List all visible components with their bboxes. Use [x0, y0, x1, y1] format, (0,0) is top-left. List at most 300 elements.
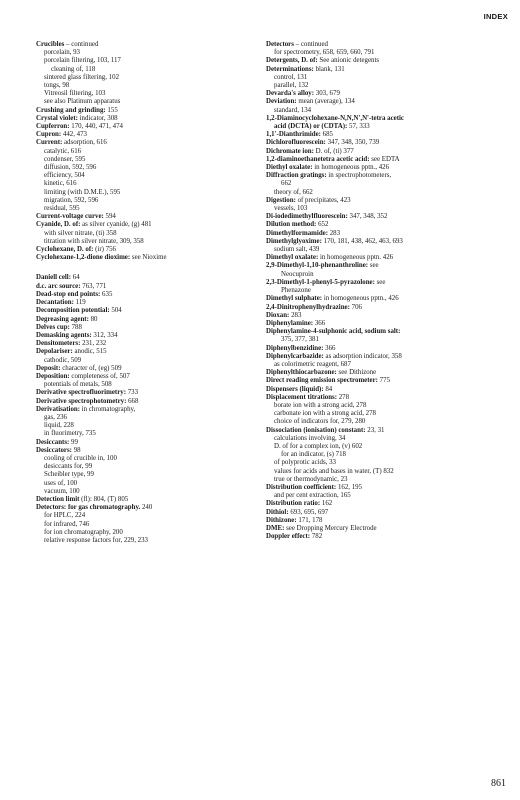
index-subentry [266, 246, 488, 254]
index-entry [266, 98, 488, 106]
index-references: 57, 333 [347, 123, 370, 131]
index-references: character of, (eg) 509 [60, 364, 122, 372]
index-subentry [36, 90, 258, 98]
index-subentry [266, 418, 488, 426]
index-references: titration with silver nitrate, 309, 358 [44, 237, 144, 245]
index-subentry [266, 49, 488, 57]
index-subentry [266, 435, 488, 443]
index-term: Distribution coefficient: [266, 483, 337, 491]
index-references: 312, 334 [91, 331, 118, 339]
index-subentry [266, 402, 488, 410]
index-references: cleaning of, 118 [51, 65, 96, 73]
index-references: liquid, 228 [44, 422, 74, 430]
index-references: limiting (with D.M.E.), 595 [44, 188, 121, 196]
index-references: relative response factors for, 229, 233 [44, 536, 149, 544]
index-references: for an indicator, (s) 718 [281, 451, 346, 459]
index-references: in homogeneous pptn. 426 [318, 254, 394, 262]
index-entry [266, 115, 488, 123]
index-term: Detection limit [36, 495, 80, 503]
index-term: Deposit: [36, 364, 61, 372]
index-term: 1,1'-Dianthrimide: [266, 131, 321, 139]
index-subentry [266, 205, 488, 213]
index-term: Cupron: [36, 131, 62, 139]
index-references: see also Platinum apparatus [44, 98, 121, 106]
index-entry [36, 254, 258, 262]
index-subentry [36, 164, 258, 172]
index-references: mean (average), 134 [296, 98, 355, 106]
index-term: Diphenylamine: [266, 319, 314, 327]
index-subentry [36, 488, 258, 496]
index-term: DME: [266, 524, 285, 532]
index-subentry [36, 205, 258, 213]
index-references: completeness of, 507 [69, 372, 130, 380]
index-references: true or thermodynamic, 23 [274, 475, 348, 483]
index-term: Degreasing agent: [36, 315, 89, 323]
index-references: 283 [289, 311, 302, 319]
index-references: as adsorption indicator, 358 [323, 352, 402, 360]
index-term: Current: [36, 139, 63, 147]
index-references: 635 [100, 290, 113, 298]
index-subentry [36, 74, 258, 82]
index-references: migration, 592, 596 [44, 196, 99, 204]
index-references: for infrared, 746 [44, 520, 90, 528]
index-term: Diethyl oxalate: [266, 164, 313, 172]
index-term: Diphenylbenzidine: [266, 344, 324, 352]
index-references: 162 [320, 500, 333, 508]
index-subentry [36, 82, 258, 90]
index-references: 788 [69, 323, 82, 331]
index-entry [36, 447, 258, 455]
index-term: Dioxan: [266, 311, 290, 319]
index-references: potentials of metals, 508 [44, 381, 112, 389]
index-references: anodic, 515 [72, 348, 107, 356]
index-term: 2,3-Dimethyl-1-phenyl-5-pyrazolone: [266, 278, 375, 286]
index-entry [36, 213, 258, 221]
index-subentry [36, 357, 258, 365]
index-subentry [266, 180, 488, 188]
index-entry [266, 345, 488, 353]
index-references: residual, 595 [44, 205, 80, 213]
index-references: standard, 134 [274, 106, 312, 114]
index-references: in homogeneous pptn., 426 [322, 295, 399, 303]
index-term: Cupferron: [36, 123, 70, 131]
index-references: with silver nitrate, (ti) 358 [44, 229, 117, 237]
index-subentry [36, 189, 258, 197]
index-entry [36, 439, 258, 447]
index-term: Dilution method: [266, 221, 317, 229]
index-term: Derivative spectrophotometry: [36, 397, 127, 405]
index-subentry [36, 66, 258, 74]
index-entry [266, 377, 488, 385]
index-term: Diphenylthiocarbazone: [266, 369, 337, 377]
index-references: efficiency, 504 [44, 172, 85, 180]
index-term: Demasking agents: [36, 331, 92, 339]
index-term: Dimethylformamide: [266, 229, 328, 237]
index-subentry [36, 529, 258, 537]
index-entry [36, 283, 258, 291]
index-term: Dithiol: [266, 508, 289, 516]
index-term: Dispensers (liquid): [266, 385, 324, 393]
index-references: theory of, 662 [274, 188, 313, 196]
index-entry [36, 107, 258, 115]
index-subentry [266, 336, 488, 344]
index-subentry [266, 287, 488, 295]
index-references: of polyprotic acids, 33 [274, 459, 337, 467]
index-column-right [266, 41, 488, 541]
index-references: 763, 771 [80, 282, 107, 290]
index-entry [36, 398, 258, 406]
index-subentry [36, 57, 258, 65]
index-references: see [368, 262, 379, 270]
index-term: Derivative spectrofluorimetry: [36, 389, 126, 397]
index-entry [36, 115, 258, 123]
index-references: catalytic, 616 [44, 147, 82, 155]
index-references: cooling of crucible in, 100 [44, 454, 117, 462]
index-subentry [266, 123, 488, 131]
index-subentry [36, 238, 258, 246]
index-references: for ion chromatography, 200 [44, 528, 123, 536]
index-references: see Dropping Mercury Electrode [284, 524, 377, 532]
index-term: Diphenylamine-4-sulphonic acid, sodium salt: [266, 328, 401, 336]
index-subentry [36, 463, 258, 471]
index-entry [266, 279, 488, 287]
index-entry [266, 57, 488, 65]
index-references: as silver cyanide, (g) 481 [80, 221, 152, 229]
index-term: Derivatisation: [36, 405, 81, 413]
index-entry [36, 307, 258, 315]
index-subentry [266, 74, 488, 82]
index-references: kinetic, 616 [44, 180, 77, 188]
index-term: Crystal violet: [36, 114, 78, 122]
index-entry [266, 320, 488, 328]
index-entry [36, 291, 258, 299]
index-term: 1,2-Diaminocyclohexane-N,N,N',N'-tetra acetic [266, 114, 404, 122]
index-references: cathodic, 509 [44, 356, 82, 364]
index-entry [266, 238, 488, 246]
index-subentry [36, 148, 258, 156]
index-term: Deposition: [36, 372, 70, 380]
index-subentry [36, 455, 258, 463]
index-references: 278 [337, 393, 350, 401]
index-subentry [266, 443, 488, 451]
index-entry [266, 172, 488, 180]
letter-section-gap [36, 262, 258, 274]
index-references: See anionic detegents [317, 57, 380, 65]
index-term: Dichlorofluorescein: [266, 139, 326, 147]
index-term: Displacement titrations: [266, 393, 337, 401]
index-references: (ir) 756 [93, 246, 117, 254]
index-references: in chromatography, [80, 405, 136, 413]
index-subentry [36, 156, 258, 164]
index-subentry [266, 271, 488, 279]
index-term: acid (DCTA) or (CDTA): [274, 123, 348, 131]
index-entry [266, 213, 488, 221]
index-term: Delves cup: [36, 323, 70, 331]
index-term: Crushing and grinding: [36, 106, 106, 114]
index-subentry [36, 422, 258, 430]
index-term: Diffraction gratings: [266, 172, 327, 180]
index-references: calculations involving, 34 [274, 434, 346, 442]
index-subentry [36, 197, 258, 205]
index-references: 171, 178 [296, 516, 323, 524]
index-term: Devarda's alloy: [266, 90, 315, 98]
index-entry [266, 312, 488, 320]
index-subentry [266, 410, 488, 418]
index-entry [266, 41, 488, 49]
index-references: 80 [88, 315, 98, 323]
index-entry [266, 262, 488, 270]
index-term: Dichromate ion: [266, 147, 314, 155]
index-subentry [266, 107, 488, 115]
index-subentry [36, 180, 258, 188]
index-references: in fluorimetry, 735 [44, 430, 96, 438]
index-references: see Dithizone [336, 369, 377, 377]
index-entry [36, 221, 258, 229]
index-entry [36, 365, 258, 373]
index-references: 594 [103, 213, 116, 221]
index-entry [266, 500, 488, 508]
index-references: 283 [328, 229, 341, 237]
index-entry [36, 332, 258, 340]
index-references: 99 [69, 438, 78, 446]
index-entry [266, 148, 488, 156]
index-references: – continued [293, 41, 329, 48]
index-term: d.c. arc source: [36, 282, 81, 290]
index-entry [36, 139, 258, 147]
index-entry [36, 123, 258, 131]
index-references: 442, 473 [61, 131, 87, 139]
index-references: 668 [126, 397, 139, 405]
index-references: 170, 181, 438, 462, 463, 693 [321, 237, 403, 245]
index-references: parallel, 132 [274, 82, 309, 90]
index-term: Desiccators: [36, 446, 72, 454]
index-references: in spectrophotometers, [326, 172, 392, 180]
index-entry [36, 373, 258, 381]
index-subentry [266, 492, 488, 500]
index-references: 652 [316, 221, 329, 229]
index-entry [36, 389, 258, 397]
index-term: Detergents, D. of: [266, 57, 318, 65]
index-term: 1,2-diaminoethanetetra acetic acid: [266, 155, 370, 163]
index-term: Detectors [266, 41, 294, 48]
index-term: Crucibles [36, 41, 65, 48]
index-entry [266, 164, 488, 172]
index-subentry [36, 230, 258, 238]
index-references: porcelain, 93 [44, 49, 80, 57]
index-entry [36, 41, 258, 49]
index-references: 375, 377, 381 [281, 336, 319, 344]
index-term: Dimethylglyoxime: [266, 237, 322, 245]
index-term: Detectors: for gas chromatography. [36, 504, 141, 512]
index-term: Dissociation (ionisation) constant: [266, 426, 366, 434]
index-references: 504 [109, 307, 122, 315]
index-entry [36, 340, 258, 348]
index-references: (fl): 804, (T) 805 [79, 495, 129, 503]
index-entry [36, 348, 258, 356]
index-references: 775 [377, 377, 391, 385]
index-subentry [36, 414, 258, 422]
index-references: 155 [105, 106, 118, 114]
index-entry [266, 156, 488, 164]
index-references: 662 [281, 180, 292, 188]
running-header: INDEX [483, 12, 508, 21]
index-term: 2,9-Dimethyl-1,10-phenanthroline: [266, 262, 369, 270]
index-term: Daniell cell: [36, 274, 72, 282]
index-term: 2,4-Dinitrophenylhydrazine: [266, 303, 350, 311]
index-references: tongs, 98 [44, 82, 70, 90]
index-references: Neocuproin [281, 270, 314, 278]
index-entry [36, 316, 258, 324]
index-references: values for acids and bases in water, (T) 832 [274, 467, 394, 475]
index-references: see EDTA [369, 155, 400, 163]
index-entry [36, 299, 258, 307]
index-subentry [36, 172, 258, 180]
index-references: as colorimetric reagent, 687 [274, 360, 351, 368]
index-references: blank, 131 [313, 65, 345, 73]
index-entry [266, 427, 488, 435]
index-references: 84 [323, 385, 333, 393]
index-entry [266, 295, 488, 303]
index-subentry [36, 471, 258, 479]
index-references: sintered glass filtering, 102 [44, 73, 120, 81]
index-references: vessels, 103 [274, 205, 308, 213]
index-references: 366 [313, 319, 326, 327]
index-term: Dead-stop end points: [36, 290, 101, 298]
index-references: desiccants for, 99 [44, 463, 93, 471]
index-references: 366 [323, 344, 336, 352]
index-term: Desiccants: [36, 438, 70, 446]
index-term: Decomposition potential: [36, 307, 110, 315]
index-subentry [266, 468, 488, 476]
index-references: 240 [140, 504, 153, 512]
index-term: Cyclohexane, D. of: [36, 246, 94, 254]
index-references: Scheibler type, 99 [44, 471, 94, 479]
index-term: Cyanide, D. of: [36, 221, 81, 229]
index-column-left [36, 41, 258, 545]
index-term: Dimethyl sulphate: [266, 295, 323, 303]
index-subentry [266, 459, 488, 467]
index-references: 231, 232 [80, 340, 107, 348]
index-references: 347, 348, 352 [347, 213, 388, 221]
index-references: adsorption, 616 [62, 139, 107, 147]
index-references: diffusion, 592, 596 [44, 164, 97, 172]
index-entry [266, 66, 488, 74]
index-subentry [266, 451, 488, 459]
index-references: Vitreosil filtering, 103 [44, 90, 106, 98]
index-references: choice of indicators for, 279, 280 [274, 418, 366, 426]
index-entry [266, 254, 488, 262]
index-entry [36, 246, 258, 254]
index-references: porcelain filtering, 103, 117 [44, 57, 121, 65]
index-entry [36, 504, 258, 512]
index-references: – continued [64, 41, 99, 48]
index-subentry [36, 537, 258, 545]
index-references: indicator, 308 [77, 114, 118, 122]
index-subentry [266, 82, 488, 90]
index-term: Dithizone: [266, 516, 297, 524]
index-entry [266, 533, 488, 541]
index-subentry [266, 476, 488, 484]
index-references: 23, 31 [365, 426, 385, 434]
index-term: Cyclohexane-1,2-dione dioxime: [36, 254, 131, 262]
index-references: Phenazone [281, 287, 311, 295]
index-references: 347, 348, 350, 739 [325, 139, 380, 147]
index-references: 685 [320, 131, 333, 139]
index-subentry [266, 189, 488, 197]
index-term: Decantation: [36, 299, 74, 307]
index-term: Distribution ratio: [266, 500, 321, 508]
index-references: see [374, 278, 386, 286]
index-references: 733 [126, 389, 139, 397]
index-references: carbonate ion with a strong acid, 278 [274, 410, 376, 418]
index-references: see Nioxime [130, 254, 167, 262]
index-references: control, 131 [274, 73, 308, 81]
index-entry [266, 304, 488, 312]
index-references: 119 [73, 299, 86, 307]
index-entry [266, 386, 488, 394]
index-references: sodium salt, 439 [274, 246, 320, 254]
index-subentry [36, 98, 258, 106]
index-references: gas, 236 [44, 413, 67, 421]
index-references: 64 [71, 274, 80, 282]
index-references: condenser, 595 [44, 155, 86, 163]
index-entry [266, 484, 488, 492]
index-references: 170, 440, 471, 474 [69, 123, 123, 131]
index-term: Diphenylcarbazide: [266, 352, 324, 360]
index-references: and per cent extraction, 165 [274, 492, 351, 500]
index-entry [266, 509, 488, 517]
index-term: Depolariser: [36, 348, 73, 356]
index-subentry [36, 49, 258, 57]
index-references: in homogeneous pptn., 426 [312, 164, 390, 172]
index-entry [36, 324, 258, 332]
index-entry [266, 369, 488, 377]
index-references: 693, 695, 697 [288, 508, 329, 516]
index-entry [266, 131, 488, 139]
index-references: for spectrometry, 658, 659, 660, 791 [274, 49, 375, 57]
index-entry [266, 353, 488, 361]
page-number: 861 [491, 778, 506, 789]
index-references: D. of, (ti) 377 [313, 147, 354, 155]
index-term: Direct reading emission spectrometer: [266, 377, 378, 385]
index-entry [266, 328, 488, 336]
index-term: Densitometers: [36, 340, 81, 348]
index-term: Determinations: [266, 65, 314, 73]
index-references: D. of for a complex ion, (v) 602 [274, 442, 363, 450]
index-references: 162, 195 [336, 483, 363, 491]
index-subentry [36, 430, 258, 438]
index-term: Dimethyl oxalate: [266, 254, 319, 262]
index-references: for HPLC, 224 [44, 512, 86, 520]
index-entry [36, 496, 258, 504]
index-entry [36, 131, 258, 139]
index-entry [266, 197, 488, 205]
index-entry [36, 406, 258, 414]
index-entry [266, 394, 488, 402]
index-entry [36, 274, 258, 282]
index-term: Digestion: [266, 196, 296, 204]
index-entry [266, 517, 488, 525]
index-subentry [266, 361, 488, 369]
index-subentry [36, 521, 258, 529]
index-subentry [36, 381, 258, 389]
index-subentry [36, 512, 258, 520]
index-references: 706 [349, 303, 362, 311]
index-references: 782 [310, 533, 323, 541]
index-references: borate ion with a strong acid, 278 [274, 401, 367, 409]
index-references: 98 [71, 446, 81, 454]
index-references: of precipitates, 423 [295, 196, 351, 204]
